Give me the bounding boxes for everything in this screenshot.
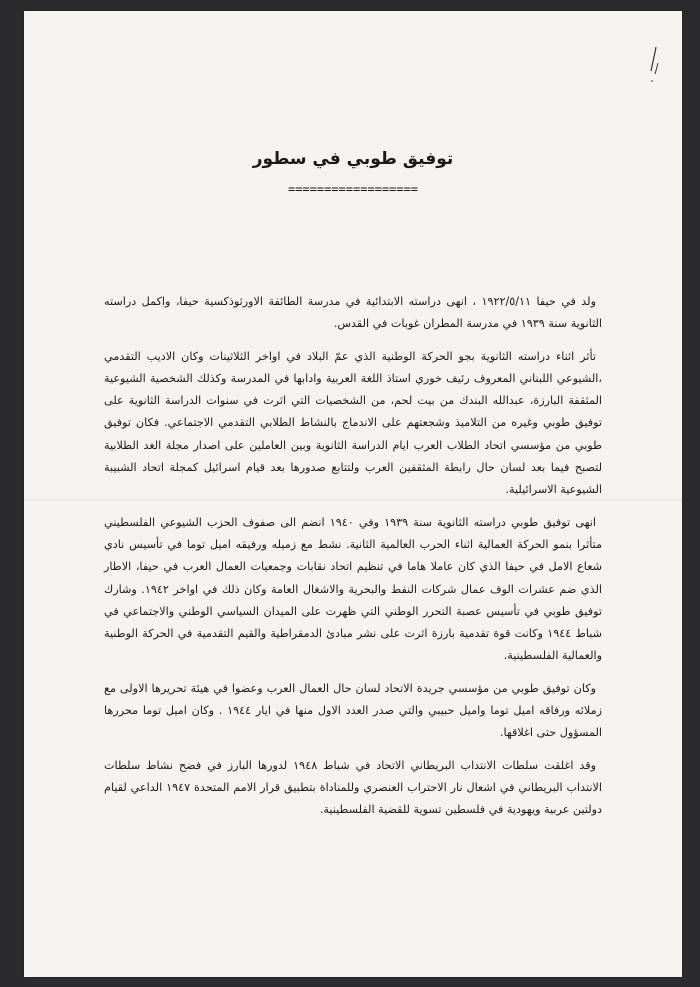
- paragraph: انهى توفيق طوبي دراسته الثانوية سنة ١٩٣٩ وفي ١٩٤٠ انضم الى صفوف الحزب الشيوعي الفلسطيني متأثرا بنمو الحركة العمالية اثناء الحرب العالمية الثانية. نشط مع زميله ورفيقه اميل توما في تأسيس نادي شعاع الامل في حيفا الذي كان عاملا هاما في تنظيم اتحاد نقابات وجمعيات العمال العرب في حيفا، الاطار الذي ضم عشرات الوف عمال شركات النفط والبحرية والاشغال العامة وكان ذلك في اواخر ١٩٤٢. وشارك توفيق طوبي في تأسيس عصبة التحرر الوطني التي ظهرت على الميدان السياسي الوطني والاجتماعي في شباط ١٩٤٤ وكانت قوة تقدمية بارزة اثرت على نشر مبادئ الدمقراطية والقيم التقدمية في الحركة الوطنية والعمالية الفلسطينية.: [104, 515, 603, 663]
- title-rule: ==================: [287, 182, 419, 196]
- body-text: [104, 291, 602, 832]
- paragraph: ولد في حيفا ١٩٢٢/٥/١١ ، انهى دراسته الابتدائية في مدرسة الطائفة الاورثوذكسية حيفا، واكمل دراسته الثانوية سنة ١٩٣٩ في مدرسة المطران غوبات في القدس.: [104, 295, 602, 331]
- pen-mark-icon: [644, 41, 664, 91]
- paragraph: وقد اغلقت سلطات الانتداب البريطاني الاتحاد في شباط ١٩٤٨ لدورها البارز في فضح نشاط سلطات الانتداب البريطاني في اشعال نار الاحتراب العنصري وللمناداة بتطبيق قرار الامم المتحدة ١٩٤٧ الداعي لقيام دولتين عربية ويهودية في فلسطين تسوية للقضية الفلسطينية.: [104, 758, 602, 817]
- page-title: توفيق طوبي في سطور: [252, 149, 454, 169]
- paragraph: وكان توفيق طوبي من مؤسسي جريدة الاتحاد لسان حال العمال العرب وعضوا في هيئة تحريرها الاولى مع زملائه ورفاقه اميل توما واميل حبيبي والتي صدر العدد الاول منها في ايار ١٩٤٤ . وكان اميل توما محررها المسؤول حتى اغلاقها.: [104, 681, 602, 740]
- paragraph: تأثر اثناء دراسته الثانوية بجو الحركة الوطنية الذي عمّ البلاد في اواخر الثلاثينات وكان الاديب التقدمي ،الشيوعي اللبناني المعروف رئيف خوري استاذ اللغة العربية وادابها في المدرسة وكذلك الشخصية الشيوعية المثقفة البارزة، عبدالله البندك من بيت لحم، من الشخصيات التي اثرت في سنوات الدراسة الثانوية على توفيق طوبي وغيره من التلاميذ وشجعتهم على الاندماج بالنشاط الطلابي التقدمي الاجتماعي. فكان توفيق طوبي من مؤسسي اتحاد الطلاب العرب ايام الدراسة الثانوية وبين العاملين على اصدار مجلة الغد الطلابية لتصبح فيما بعد لسان حال رابطة المثقفين العرب ولتتابع صدورها بعد قيام اسرائيل كمجلة اتحاد الشبيبة الشيوعية الاسرائيلية.: [104, 349, 602, 497]
- document-page: [24, 11, 682, 977]
